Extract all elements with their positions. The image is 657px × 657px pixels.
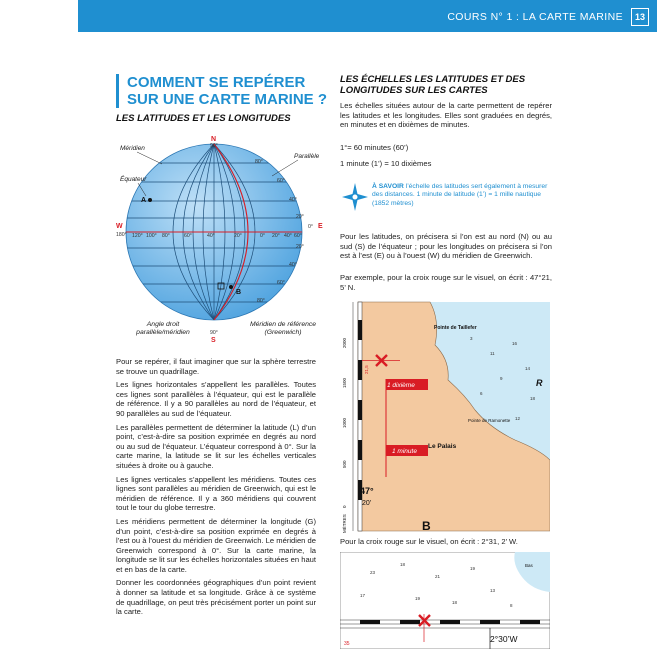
svg-text:17: 17 (360, 593, 366, 598)
svg-text:90°: 90° (210, 143, 218, 149)
svg-text:B: B (422, 519, 431, 533)
svg-text:19: 19 (470, 566, 476, 571)
section-title: COMMENT SE REPÉRER SUR UNE CARTE MARINE ? (116, 74, 327, 108)
compass-rose-icon (342, 183, 368, 211)
paragraph: Les méridiens permettent de déterminer la longitude (G) d’un point, c’est-à-dire sa position exprimée en degrés à l’est ou à l’ouest du méridien de Greenwich. Le méridien de Greenwich correspond à 0°. Sur la carte marine, la longitude se lit sur les échelles horizontales situées en haut et en bas de la carte. (116, 516, 316, 574)
nautical-chart-latitude (340, 300, 550, 533)
svg-text:80°: 80° (257, 298, 265, 304)
svg-text:MÈTRES: MÈTRES (342, 514, 347, 533)
angle-caption: Angle droit parallèle/méridien (136, 321, 190, 336)
svg-text:40°: 40° (207, 233, 215, 239)
equation-degree: 1°= 60 minutes (60’) (340, 143, 409, 152)
svg-text:18: 18 (452, 600, 458, 605)
svg-text:47°: 47° (360, 486, 374, 496)
nautical-chart-longitude (340, 552, 550, 649)
paragraph: Donner les coordonnées géographiques d’un point revient à donner sa latitude et sa longitude. Grâce à ce système de quadrillage, on peut très précisément porter un point sur la carte. (116, 578, 316, 617)
reference-caption: Méridien de référence (Greenwich) (249, 321, 317, 336)
point-a (148, 198, 152, 202)
svg-text:23: 23 (370, 570, 376, 575)
svg-text:35: 35 (344, 641, 350, 647)
svg-text:18: 18 (530, 396, 536, 401)
equation-minute: 1 minute (1’) = 10 dixièmes (340, 159, 432, 168)
svg-text:14: 14 (525, 366, 531, 371)
svg-text:21: 21 (435, 574, 441, 579)
north-label: N (211, 136, 217, 143)
svg-text:20°: 20° (272, 233, 280, 239)
svg-text:40°: 40° (289, 262, 297, 268)
paragraph: Les échelles situées autour de la carte permettent de repérer les latitudes et les longitudes. Elles sont graduées en degrés, en minutes et en dixièmes de minutes. (340, 101, 552, 130)
left-body (116, 357, 316, 617)
svg-text:3: 3 (470, 336, 473, 341)
south-label: S (211, 337, 216, 344)
west-label: W (116, 223, 123, 230)
running-title: COURS N° 1 : LA CARTE MARINE (447, 11, 623, 23)
point-b-label: B (236, 289, 242, 296)
page-header (78, 0, 657, 32)
paragraph: Par exemple, pour la croix rouge sur le visuel, on écrit : 47°21, 5’ N. (340, 273, 552, 292)
svg-text:20°: 20° (296, 244, 304, 250)
globe-diagram (112, 130, 327, 348)
svg-text:60°: 60° (277, 178, 285, 184)
svg-text:20°: 20° (296, 214, 304, 220)
svg-text:1500: 1500 (342, 377, 347, 388)
svg-text:16: 16 (512, 341, 518, 346)
east-label: E (318, 223, 323, 230)
svg-text:21,5: 21,5 (364, 365, 369, 374)
svg-text:18: 18 (400, 562, 406, 567)
paragraph: Pour les latitudes, on précisera si l’on est au nord (N) ou au sud (S) de l’équateur ; pour les longitudes on précisera si l’on est à l’est (E) ou à l’ouest (W) du méridien de Greenwich. (340, 232, 552, 261)
paragraph: Les lignes horizontales s’appellent les parallèles. Toutes ces lignes sont parallèles à l’équateur, qui est le parallèle de référence. Il y a 90 parallèles au nord de l’équateur, et 90 parallèles au sud de l’équateur. (116, 380, 316, 418)
svg-text:90°: 90° (210, 330, 218, 336)
paragraph: Les lignes verticales s’appellent les méridiens. Toutes ces lignes sont parallèles au méridien de Greenwich, qui est le méridien de référence. Il y a 360 méridiens qui couvrent tout le tour du globe terrestre. (116, 474, 316, 513)
page-number: 13 (631, 8, 649, 26)
le-palais-label: Le Palais (428, 443, 457, 450)
svg-text:120°: 120° (132, 233, 143, 239)
svg-text:40°: 40° (284, 233, 292, 239)
a-savoir-text: À SAVOIR l’échelle des latitudes sert également à mesurer des distances. 1 minute de latitude (1’) = 1 mille nautique (1852 mètres) (372, 183, 548, 207)
svg-text:40°: 40° (289, 197, 297, 203)
svg-text:2000: 2000 (342, 337, 347, 348)
svg-text:100°: 100° (146, 233, 157, 239)
point-a-label: A (141, 197, 147, 204)
svg-text:500: 500 (342, 460, 347, 468)
svg-text:1000: 1000 (342, 417, 347, 428)
longitude-label: 2°30’W (490, 634, 518, 644)
paragraph: Les parallèles permettent de déterminer la latitude (L) d’un point, c’est-à-dire sa position exprimée en degrés au nord ou au sud de l’équateur. L’équateur correspond à 0°. Sur la carte marine, la latitude se lit sur les échelles verticales situées à droite ou à gauche. (116, 422, 316, 470)
paragraph: Pour la croix rouge sur le visuel, on écrit : 2°31, 2’ W. (340, 537, 518, 546)
svg-text:Pointe de Ramonette: Pointe de Ramonette (468, 418, 511, 423)
svg-text:Pointe de Taillefer: Pointe de Taillefer (434, 325, 477, 331)
svg-text:Bas: Bas (525, 563, 533, 568)
a-savoir-label: À SAVOIR (372, 183, 404, 190)
minute-label: 1 minute (392, 448, 417, 455)
equateur-label: Équateur (120, 176, 147, 183)
svg-text:9: 9 (500, 376, 503, 381)
svg-text:6: 6 (480, 391, 483, 396)
svg-text:60°: 60° (294, 233, 302, 239)
parallele-label: Parallèle (294, 153, 320, 160)
right-subtitle: LES ÉCHELLES LES LATITUDES ET DES LONGITUDES SUR LES CARTES (340, 74, 526, 96)
svg-text:60°: 60° (184, 233, 192, 239)
svg-text:0: 0 (342, 505, 347, 508)
svg-text:0°: 0° (260, 233, 265, 239)
svg-text:11: 11 (490, 351, 495, 356)
svg-text:60°: 60° (277, 280, 285, 286)
left-subtitle: LES LATITUDES ET LES LONGITUDES (116, 113, 291, 124)
svg-text:0°: 0° (308, 224, 313, 230)
dixieme-label: 1 dixième (387, 382, 415, 389)
svg-text:19: 19 (415, 596, 421, 601)
svg-text:12: 12 (515, 416, 521, 421)
svg-text:20°: 20° (234, 233, 242, 239)
svg-text:80°: 80° (162, 233, 170, 239)
svg-text:13: 13 (490, 588, 496, 593)
svg-text:R: R (536, 378, 543, 388)
paragraph: Pour se repérer, il faut imaginer que sur la sphère terrestre se trouve un quadrillage. (116, 357, 316, 376)
svg-text:180°: 180° (116, 232, 127, 238)
svg-text:80°: 80° (255, 159, 263, 165)
svg-text:20’: 20’ (362, 500, 372, 507)
svg-text:8: 8 (510, 603, 513, 608)
point-b (229, 285, 233, 289)
meridien-label: Méridien (120, 145, 145, 152)
